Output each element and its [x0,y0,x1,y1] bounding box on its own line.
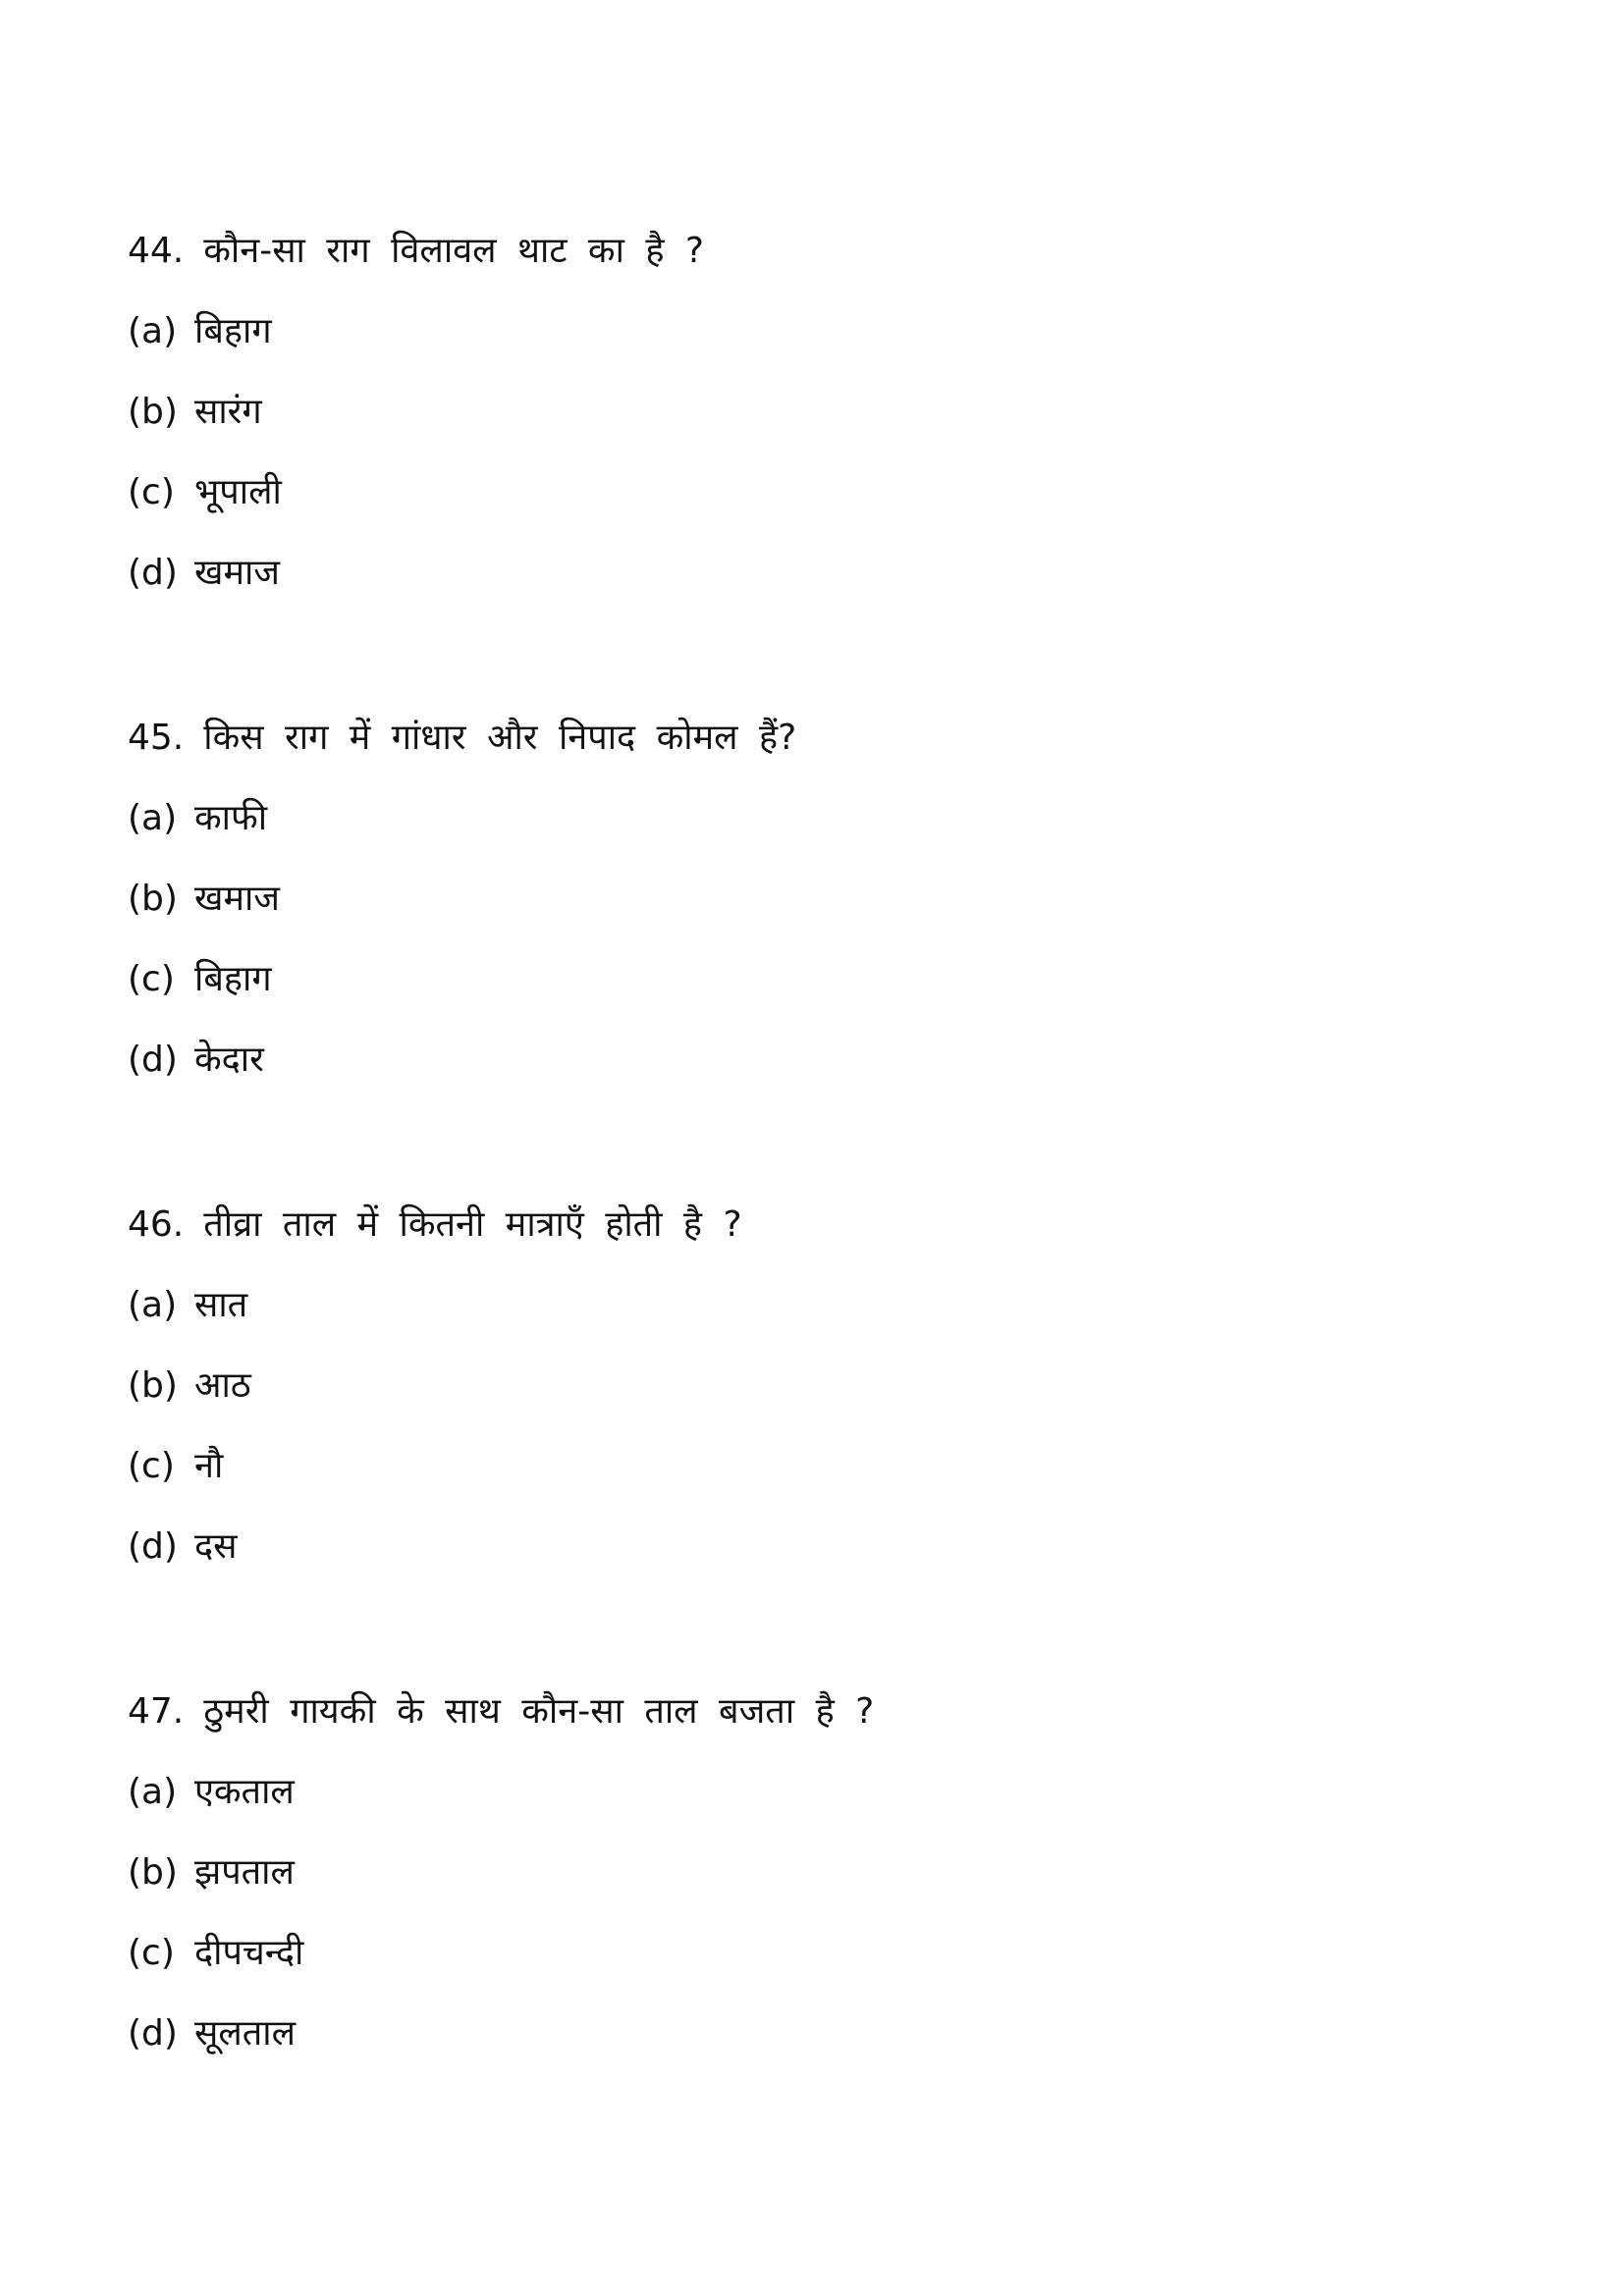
question-stem [128,1682,1502,1741]
option-c [128,950,1502,1009]
option-text: खमाज [194,879,281,919]
question-text: किस राग में गांधार और निपाद कोमल हैं? [203,718,797,758]
question-number: 45. [128,718,185,758]
option-d [128,2004,1502,2063]
option-a [128,1763,1502,1822]
option-text: सारंग [194,392,262,432]
question-44 [128,222,1502,624]
option-b [128,383,1502,442]
question-47 [128,1682,1502,2085]
option-text: आठ [194,1365,251,1406]
option-marker: (c) [128,1933,175,1973]
option-marker: (d) [128,2013,178,2054]
option-marker: (b) [128,1852,178,1893]
question-text: तीव्रा ताल में कितनी मात्राएँ होती है ? [203,1204,742,1245]
option-c [128,463,1502,522]
option-a [128,1276,1502,1335]
option-list [128,302,1502,603]
option-marker: (c) [128,959,175,999]
option-a [128,789,1502,848]
question-45 [128,709,1502,1111]
option-marker: (a) [128,1285,178,1325]
option-c [128,1437,1502,1496]
option-b [128,1357,1502,1415]
option-text: बिहाग [194,311,272,351]
option-marker: (b) [128,879,178,919]
option-marker: (d) [128,1526,178,1567]
option-list [128,1763,1502,2063]
option-marker: (b) [128,392,178,432]
option-text: एकताल [194,1772,295,1812]
option-marker: (d) [128,553,178,593]
option-list [128,789,1502,1090]
option-d [128,1031,1502,1090]
option-text: सूलताल [194,2013,296,2054]
option-text: भूपाली [194,472,282,512]
question-number: 44. [128,231,185,271]
question-text: कौन-सा राग विलावल थाट का है ? [203,231,705,271]
question-number: 46. [128,1204,185,1245]
option-text: झपताल [194,1852,295,1893]
question-number: 47. [128,1691,185,1732]
question-text: ठुमरी गायकी के साथ कौन-सा ताल बजता है ? [203,1691,875,1732]
option-a [128,302,1502,361]
option-marker: (d) [128,1040,178,1080]
option-marker: (b) [128,1365,178,1406]
option-marker: (c) [128,472,175,512]
option-text: दस [194,1526,238,1567]
option-marker: (a) [128,311,178,351]
question-46 [128,1196,1502,1598]
option-marker: (c) [128,1446,175,1486]
question-stem [128,709,1502,768]
option-text: दीपचन्दी [194,1933,304,1973]
question-stem [128,1196,1502,1255]
option-d [128,544,1502,603]
option-b [128,1843,1502,1902]
option-text: नौ [194,1446,224,1486]
option-marker: (a) [128,1772,178,1812]
option-b [128,870,1502,929]
option-text: सात [194,1285,248,1325]
option-c [128,1924,1502,1983]
question-stem [128,222,1502,281]
option-marker: (a) [128,798,178,838]
option-text: काफी [194,798,268,838]
option-list [128,1276,1502,1576]
option-d [128,1518,1502,1576]
option-text: केदार [194,1040,264,1080]
option-text: खमाज [194,553,281,593]
option-text: बिहाग [194,959,272,999]
